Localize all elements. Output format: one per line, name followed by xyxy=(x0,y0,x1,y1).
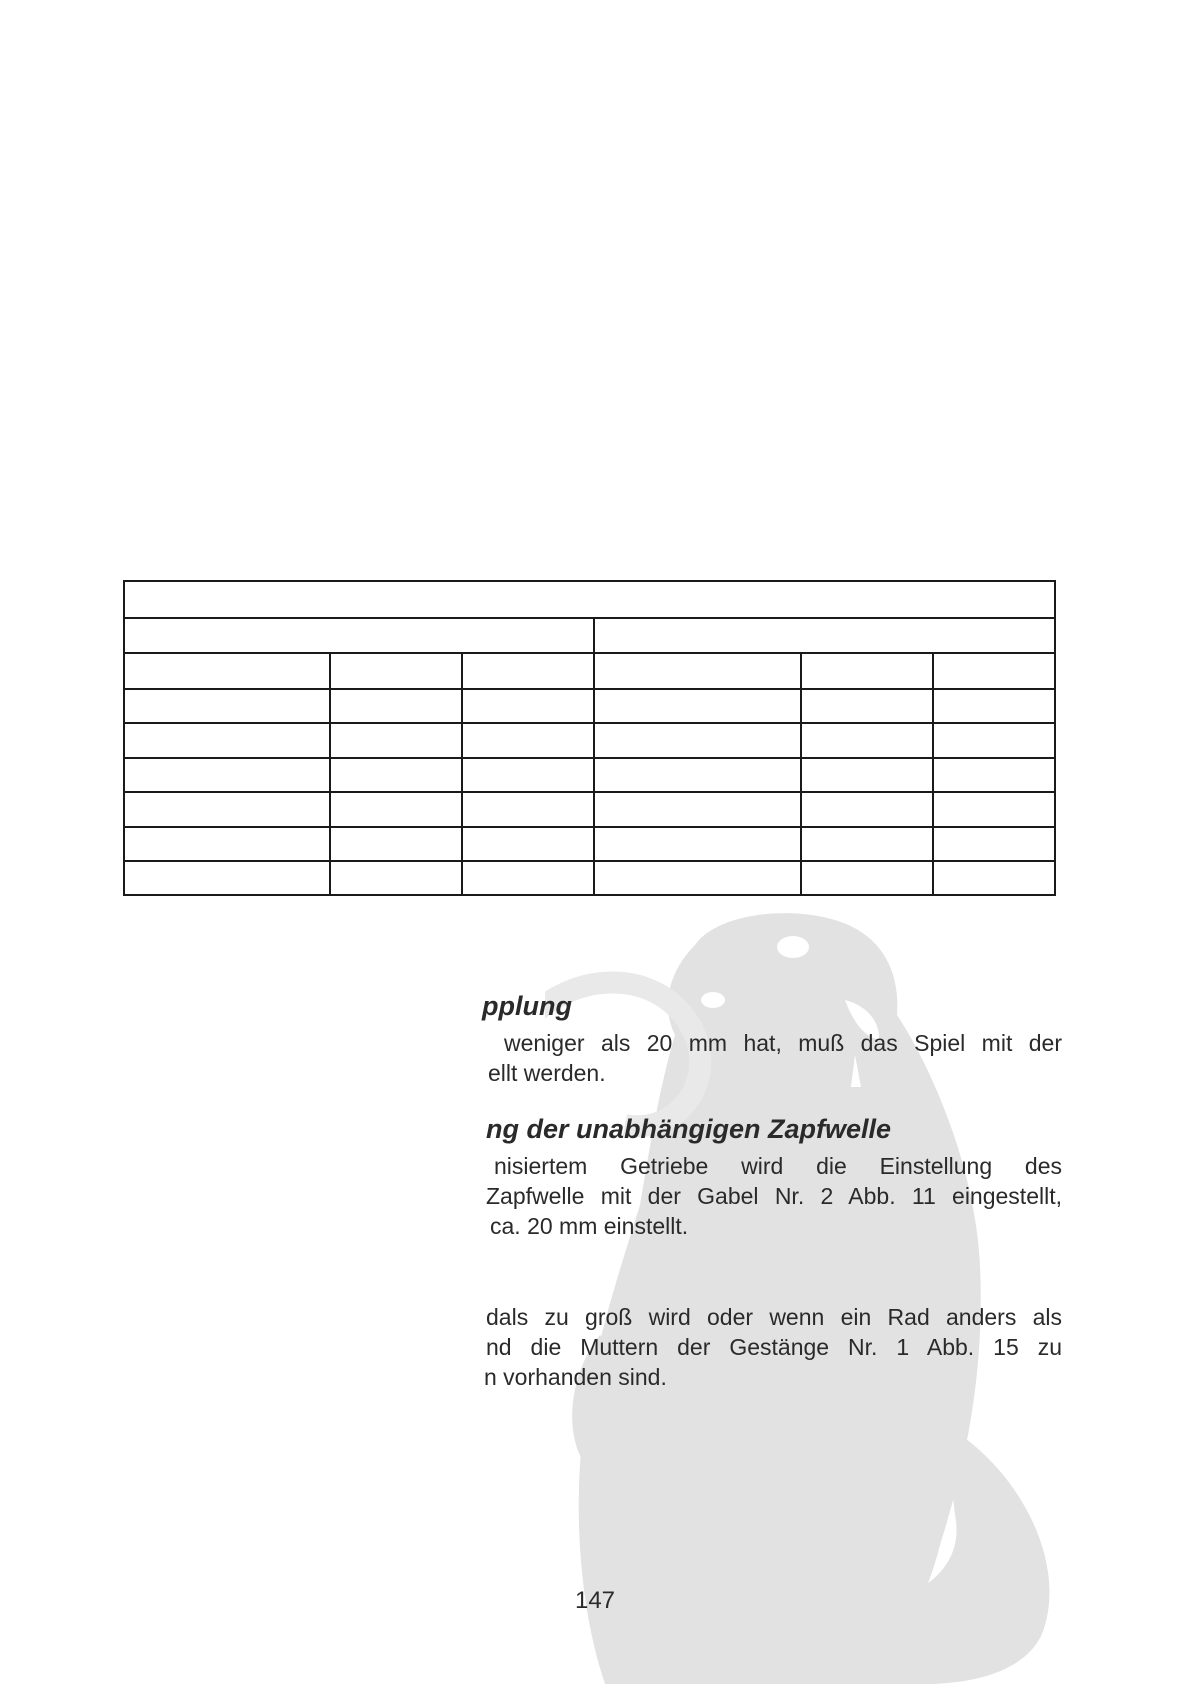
table-group-cell xyxy=(594,618,1055,653)
table-row xyxy=(124,827,1055,861)
table-cell xyxy=(801,689,933,723)
page-number: 147 xyxy=(574,1587,616,1614)
table-cell xyxy=(594,758,801,792)
paragraph-line: n vorhanden sind. xyxy=(484,1364,667,1390)
table-cell xyxy=(124,723,330,758)
section-heading-pto: ng der unabhängigen Zapfwelle xyxy=(486,1114,892,1144)
table-row xyxy=(124,861,1055,895)
table-cell xyxy=(462,723,594,758)
section-paragraph-brakes xyxy=(484,1302,1062,1392)
table-cell xyxy=(462,792,594,827)
section-paragraph-pto xyxy=(484,1151,1062,1241)
table-cell xyxy=(462,827,594,861)
table-cell xyxy=(594,861,801,895)
table-cell xyxy=(801,861,933,895)
table-cell xyxy=(462,653,594,688)
paragraph-line: nd die Muttern der Gestänge Nr. 1 Abb. 15 zu xyxy=(486,1334,1062,1360)
table-cell xyxy=(933,861,1055,895)
marmot-silhouette-icon xyxy=(545,905,1070,1684)
table-cell xyxy=(933,723,1055,758)
table-cell xyxy=(801,723,933,758)
table-cell xyxy=(801,792,933,827)
section-paragraph-clutch xyxy=(484,1028,1062,1088)
table-row xyxy=(124,792,1055,827)
table-cell xyxy=(933,792,1055,827)
table-cell xyxy=(594,792,801,827)
table-row xyxy=(124,653,1055,688)
table-cell xyxy=(330,861,462,895)
table-cell xyxy=(594,689,801,723)
table-cell xyxy=(330,758,462,792)
table-cell xyxy=(330,827,462,861)
section-heading-clutch: pplung xyxy=(482,991,572,1021)
table-cell xyxy=(124,653,330,688)
table-row xyxy=(124,581,1055,618)
paragraph-line: weniger als 20 mm hat, muß das Spiel mit der xyxy=(504,1030,1062,1056)
table-cell xyxy=(462,861,594,895)
table-cell xyxy=(933,689,1055,723)
table-row xyxy=(124,723,1055,758)
table-cell xyxy=(933,758,1055,792)
table-cell xyxy=(124,758,330,792)
table-title-cell xyxy=(124,581,1055,618)
paragraph-line: ellt werden. xyxy=(488,1060,606,1086)
table-row xyxy=(124,758,1055,792)
table-cell xyxy=(801,653,933,688)
empty-table xyxy=(123,580,1056,896)
table-row xyxy=(124,689,1055,723)
table-cell xyxy=(124,792,330,827)
table-row xyxy=(124,618,1055,653)
table-cell xyxy=(801,827,933,861)
table-cell xyxy=(330,653,462,688)
paragraph-line: Zapfwelle mit der Gabel Nr. 2 Abb. 11 eingestellt, xyxy=(486,1183,1062,1209)
table-cell xyxy=(330,723,462,758)
table-cell xyxy=(594,723,801,758)
table-cell xyxy=(330,689,462,723)
table-cell xyxy=(594,653,801,688)
table-group-cell xyxy=(124,618,594,653)
table-cell xyxy=(801,758,933,792)
table-cell xyxy=(330,792,462,827)
table-cell xyxy=(462,758,594,792)
table-cell xyxy=(124,689,330,723)
table-cell xyxy=(594,827,801,861)
paragraph-line: dals zu groß wird oder wenn ein Rad anders als xyxy=(486,1304,1062,1330)
table-cell xyxy=(124,861,330,895)
table-cell xyxy=(462,689,594,723)
table-cell xyxy=(933,653,1055,688)
table-cell xyxy=(933,827,1055,861)
paragraph-line: ca. 20 mm einstellt. xyxy=(490,1213,689,1239)
paragraph-line: nisiertem Getriebe wird die Einstellung des xyxy=(494,1153,1062,1179)
table-cell xyxy=(124,827,330,861)
